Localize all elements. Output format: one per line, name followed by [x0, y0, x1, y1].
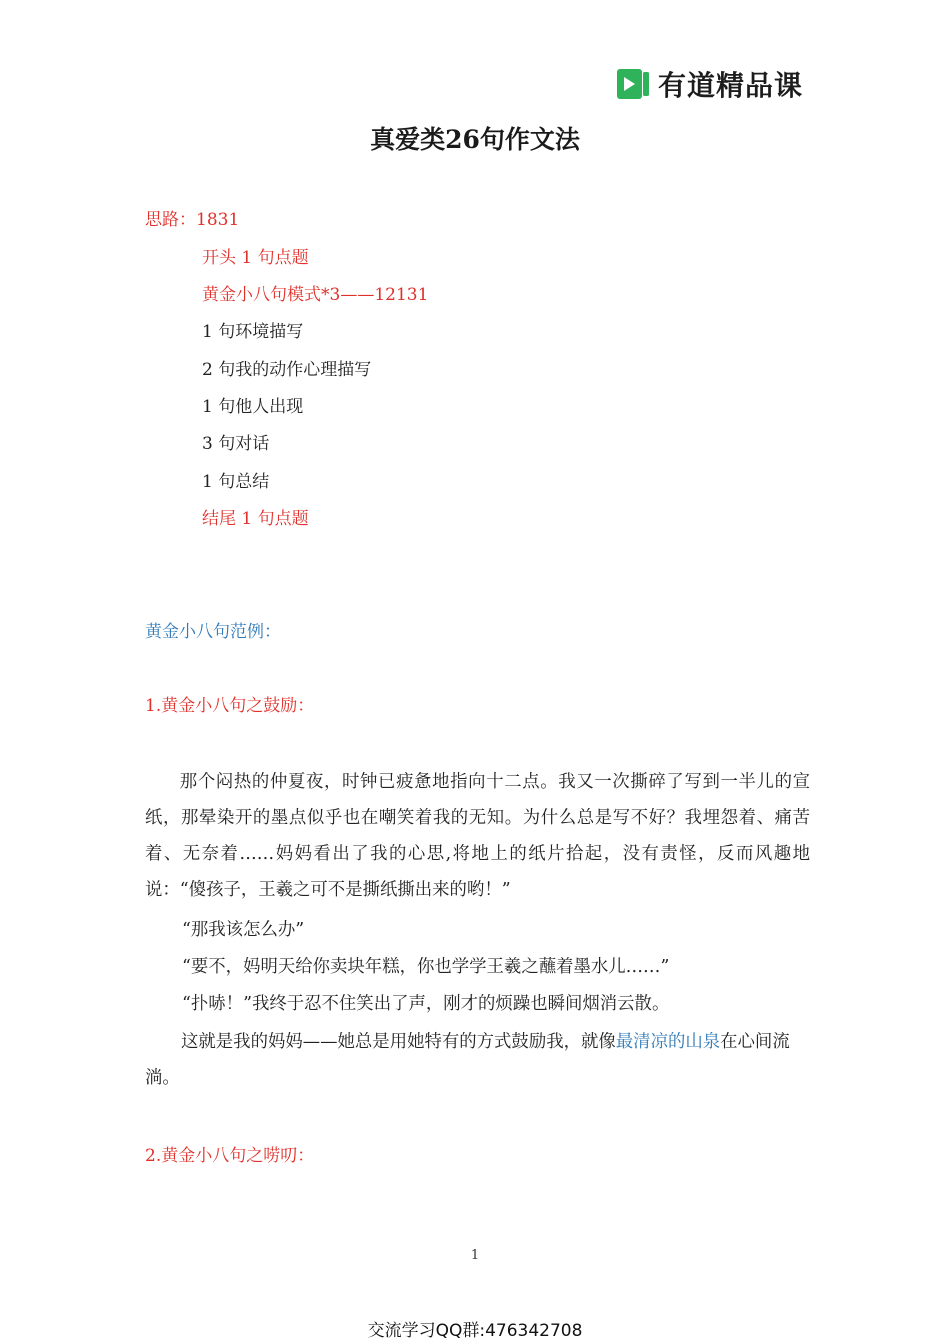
dialogue-line: “扑哧！”我终于忍不住笑出了声，刚才的烦躁也瞬间烟消云散。 [182, 994, 670, 1014]
outline-heading: 思路：1831 [145, 210, 240, 230]
outline-item: 1 句环境描写 [202, 322, 304, 342]
dialogue-line: “那我该怎么办” [182, 920, 305, 940]
summary-text-end: 在心间流淌。 [145, 1032, 790, 1088]
example-paragraph: 那个闷热的仲夏夜，时钟已疲惫地指向十二点。我又一次撕碎了写到一半儿的宣纸，那晕染开的墨点似乎也在嘲笑着我的无知。为什么总是写不好？我埋怨着、痛苦着、无奈着……妈妈看出了我的心思,将地上的纸片拾起，没有责怪，反而风趣地说：“傻孩子，王羲之可不是撕纸撕出来的哟！” [145, 772, 810, 900]
outline-item: 黄金小八句模式*3——12131 [202, 285, 429, 305]
outline-item: 结尾 1 句点题 [202, 509, 309, 529]
outline-item: 1 句总结 [202, 472, 270, 492]
outline-item: 开头 1 句点题 [202, 248, 309, 268]
section-heading: 1.黄金小八句之鼓励： [145, 696, 315, 716]
dialogue-line: “要不，妈明天给你卖块年糕，你也学学王羲之蘸着墨水儿……” [182, 957, 670, 977]
brand-logo [616, 64, 803, 104]
outline-item: 3 句对话 [202, 434, 270, 454]
summary-paragraph [145, 1024, 810, 1096]
outline-item: 2 句我的动作心理描写 [202, 360, 372, 380]
outline-item: 1 句他人出现 [202, 397, 304, 417]
summary-text: 这就是我的妈妈——她总是用她特有的方式鼓励我，就像 [181, 1032, 616, 1052]
logo-text: 有道精品课 [658, 69, 804, 102]
examples-heading: 黄金小八句范例： [145, 622, 281, 642]
section-heading: 2.黄金小八句之唠叨： [145, 1146, 315, 1166]
footer-text: 交流学习QQ群:476342708 [367, 1321, 583, 1341]
page-title: 真爱类26句作文法 [370, 125, 580, 154]
play-icon [616, 67, 650, 101]
summary-highlight: 最清凉的山泉 [615, 1032, 721, 1052]
page-number: 1 [470, 1248, 480, 1263]
